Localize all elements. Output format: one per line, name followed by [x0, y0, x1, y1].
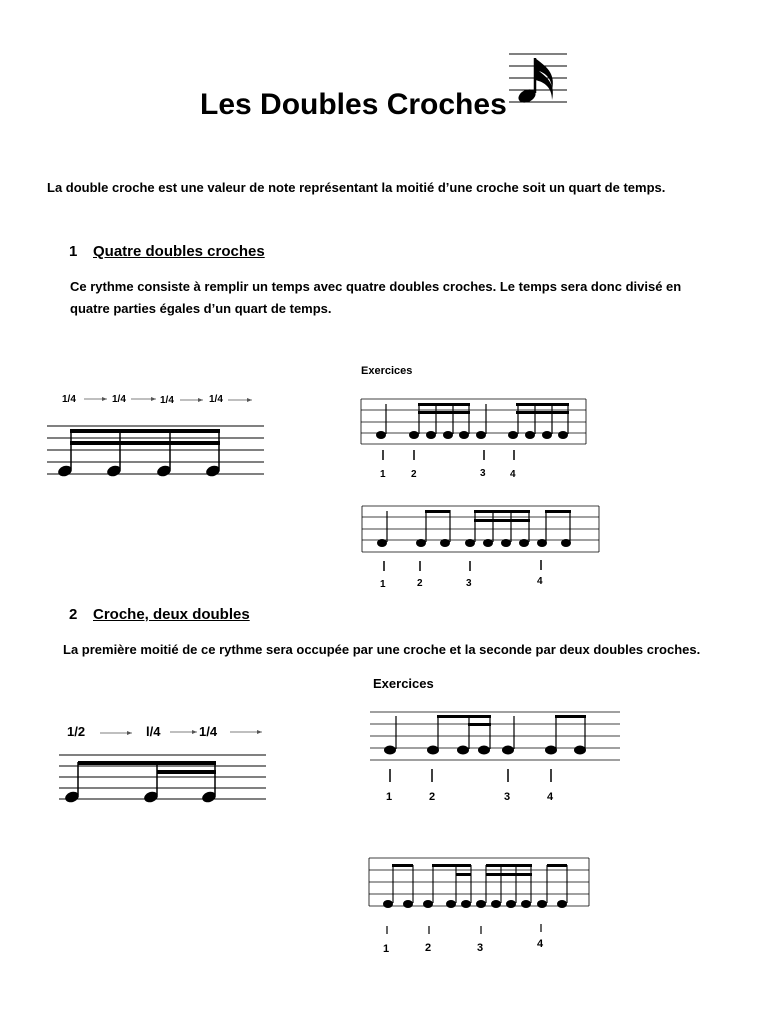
exercises-label-2: Exercices [373, 676, 434, 691]
count-label: 2 [429, 791, 436, 803]
count-label: 1 [380, 469, 386, 480]
fraction-label: 1/4 [199, 724, 218, 739]
count-label: 1 [386, 791, 393, 803]
fraction-label: 1/4 [160, 395, 174, 406]
section-title: Quatre doubles croches [93, 243, 265, 260]
exercise-2b [369, 858, 589, 955]
page-title: Les Doubles Croches [200, 88, 507, 121]
count-label: 4 [537, 576, 543, 587]
count-label: 2 [411, 469, 417, 480]
beam [70, 429, 220, 433]
count-label: 3 [504, 791, 511, 803]
example-four-sixteenths [47, 394, 264, 478]
section-1-paragraph: Ce rythme consiste à remplir un temps avec quatre doubles croches. Le temps sera donc divisé en quatre parties égales d’un quart de temps. [70, 279, 682, 316]
example-eighth-two-sixteenths [59, 724, 266, 804]
count-label: 4 [537, 938, 544, 950]
count-label: 3 [480, 468, 486, 479]
intro-paragraph: La double croche est une valeur de note représentant la moitié d’une croche soit un quart de temps. [47, 180, 666, 195]
section-number: 2 [69, 606, 78, 623]
beam [70, 441, 220, 445]
exercise-1a [361, 399, 586, 480]
count-label: 1 [380, 579, 386, 590]
count-label: 2 [417, 578, 423, 589]
fraction-label: 1/2 [67, 724, 86, 739]
exercises-label-1: Exercices [361, 365, 413, 377]
count-label: 3 [466, 578, 472, 589]
exercise-1b [362, 506, 599, 590]
fraction-label: 1/4 [112, 394, 126, 405]
count-label: 1 [383, 943, 390, 955]
note-group [57, 429, 222, 478]
count-label: 2 [425, 942, 432, 954]
section-number: 1 [69, 243, 78, 260]
exercise-2a [370, 712, 620, 803]
sixteenth-note-icon [509, 54, 567, 105]
fraction-label: 1/4 [209, 394, 223, 405]
section-2-paragraph: La première moitié de ce rythme sera occupée par une croche et la seconde par deux doubles croches. [63, 642, 701, 657]
count-label: 4 [547, 791, 554, 803]
fraction-label: l/4 [146, 724, 161, 739]
section-title: Croche, deux doubles [93, 606, 250, 623]
count-label: 4 [510, 469, 516, 480]
fraction-label: 1/4 [62, 394, 76, 405]
count-label: 3 [477, 942, 484, 954]
staff [47, 426, 264, 474]
